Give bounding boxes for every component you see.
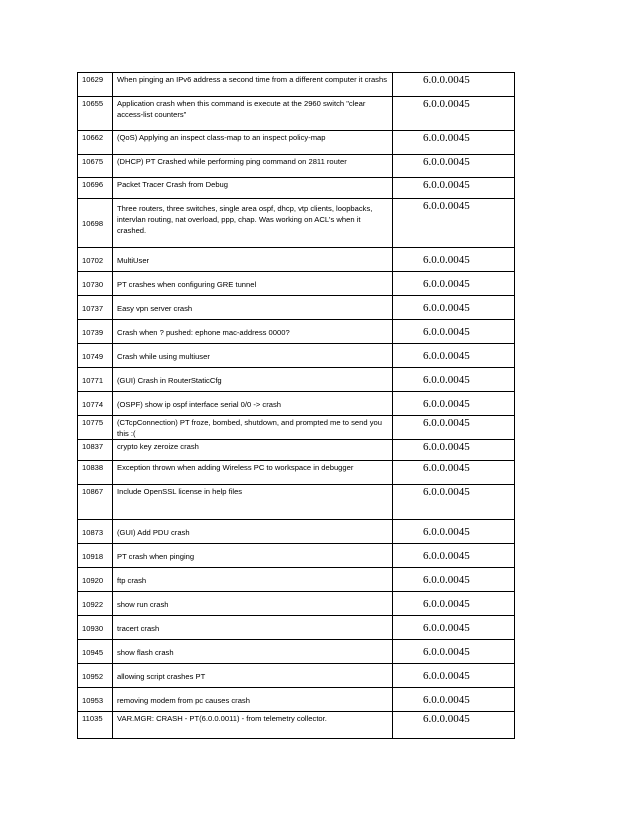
version: 6.0.0.0045 [393, 178, 515, 199]
bug-description: Exception thrown when adding Wireless PC to workspace in debugger [113, 461, 393, 485]
bug-id: 10837 [78, 440, 113, 461]
table-row [78, 712, 515, 739]
version: 6.0.0.0045 [393, 73, 515, 97]
version: 6.0.0.0045 [393, 568, 515, 592]
version: 6.0.0.0045 [393, 461, 515, 485]
bug-description: MultiUser [113, 248, 393, 272]
bug-id: 10867 [78, 485, 113, 520]
table-row [78, 296, 515, 320]
bug-id: 10749 [78, 344, 113, 368]
bug-id: 10629 [78, 73, 113, 97]
version: 6.0.0.0045 [393, 131, 515, 155]
version: 6.0.0.0045 [393, 544, 515, 568]
table-row [78, 688, 515, 712]
version: 6.0.0.0045 [393, 344, 515, 368]
bug-description: (GUI) Add PDU crash [113, 520, 393, 544]
table-row [78, 131, 515, 155]
bug-description: Application crash when this command is execute at the 2960 switch "clear access-list counters" [113, 97, 393, 131]
version: 6.0.0.0045 [393, 688, 515, 712]
version: 6.0.0.0045 [393, 368, 515, 392]
table-row [78, 392, 515, 416]
table-row [78, 320, 515, 344]
bug-description: (QoS) Applying an inspect class-map to an inspect policy-map [113, 131, 393, 155]
bug-id: 10655 [78, 97, 113, 131]
table-row [78, 73, 515, 97]
table-row [78, 97, 515, 131]
bug-description: (OSPF) show ip ospf interface serial 0/0 -> crash [113, 392, 393, 416]
version: 6.0.0.0045 [393, 440, 515, 461]
version: 6.0.0.0045 [393, 640, 515, 664]
table-row [78, 368, 515, 392]
bug-description: Easy vpn server crash [113, 296, 393, 320]
table-row [78, 155, 515, 178]
bug-id: 10662 [78, 131, 113, 155]
version: 6.0.0.0045 [393, 616, 515, 640]
bug-id: 10918 [78, 544, 113, 568]
table-row [78, 248, 515, 272]
bug-id: 10953 [78, 688, 113, 712]
version: 6.0.0.0045 [393, 664, 515, 688]
bug-description: allowing script crashes PT [113, 664, 393, 688]
bug-id: 10739 [78, 320, 113, 344]
bug-description: show run crash [113, 592, 393, 616]
version: 6.0.0.0045 [393, 712, 515, 739]
table-row [78, 520, 515, 544]
version: 6.0.0.0045 [393, 592, 515, 616]
bug-description: show flash crash [113, 640, 393, 664]
bug-description: Packet Tracer Crash from Debug [113, 178, 393, 199]
bug-description: removing modem from pc causes crash [113, 688, 393, 712]
bug-id: 10771 [78, 368, 113, 392]
bug-description: Crash while using multiuser [113, 344, 393, 368]
table-row [78, 485, 515, 520]
version: 6.0.0.0045 [393, 320, 515, 344]
bug-description: VAR.MGR: CRASH - PT(6.0.0.0011) - from telemetry collector. [113, 712, 393, 739]
bug-id: 10922 [78, 592, 113, 616]
table-row [78, 440, 515, 461]
bug-id: 10838 [78, 461, 113, 485]
bug-id: 10952 [78, 664, 113, 688]
bug-description: (CTcpConnection) PT froze, bombed, shutdown, and prompted me to send you this :( [113, 416, 393, 440]
bug-description: Include OpenSSL license in help files [113, 485, 393, 520]
version: 6.0.0.0045 [393, 155, 515, 178]
table-row [78, 592, 515, 616]
bug-description: Three routers, three switches, single area ospf, dhcp, vtp clients, loopbacks, intervlan routing, nat overload, ppp, chap. Was working on ACL's when it crashed. [113, 199, 393, 248]
bug-id: 10698 [78, 199, 113, 248]
table-row [78, 640, 515, 664]
bug-description: tracert crash [113, 616, 393, 640]
version: 6.0.0.0045 [393, 248, 515, 272]
bug-description: When pinging an IPv6 address a second time from a different computer it crashs [113, 73, 393, 97]
table-row [78, 664, 515, 688]
bug-id: 10730 [78, 272, 113, 296]
bug-fix-table [77, 72, 515, 739]
bug-id: 10696 [78, 178, 113, 199]
version: 6.0.0.0045 [393, 392, 515, 416]
version: 6.0.0.0045 [393, 199, 515, 248]
bug-description: (DHCP) PT Crashed while performing ping command on 2811 router [113, 155, 393, 178]
version: 6.0.0.0045 [393, 416, 515, 440]
bug-description: PT crash when pinging [113, 544, 393, 568]
table-row [78, 544, 515, 568]
table-row [78, 199, 515, 248]
table-row [78, 344, 515, 368]
version: 6.0.0.0045 [393, 520, 515, 544]
bug-id: 10920 [78, 568, 113, 592]
table-row [78, 272, 515, 296]
bug-id: 10873 [78, 520, 113, 544]
bug-id: 10675 [78, 155, 113, 178]
table-row [78, 416, 515, 440]
bug-description: Crash when ? pushed: ephone mac-address 0000? [113, 320, 393, 344]
bug-id: 10702 [78, 248, 113, 272]
bug-description: crypto key zeroize crash [113, 440, 393, 461]
table-row [78, 461, 515, 485]
bug-description: ftp crash [113, 568, 393, 592]
table-row [78, 616, 515, 640]
bug-id: 10945 [78, 640, 113, 664]
bug-id: 10930 [78, 616, 113, 640]
version: 6.0.0.0045 [393, 296, 515, 320]
version: 6.0.0.0045 [393, 485, 515, 520]
table-row [78, 178, 515, 199]
bug-id: 10737 [78, 296, 113, 320]
bug-description: PT crashes when configuring GRE tunnel [113, 272, 393, 296]
version: 6.0.0.0045 [393, 272, 515, 296]
bug-id: 11035 [78, 712, 113, 739]
table-row [78, 568, 515, 592]
bug-id: 10774 [78, 392, 113, 416]
bug-description: (GUI) Crash in RouterStaticCfg [113, 368, 393, 392]
bug-id: 10775 [78, 416, 113, 440]
version: 6.0.0.0045 [393, 97, 515, 131]
